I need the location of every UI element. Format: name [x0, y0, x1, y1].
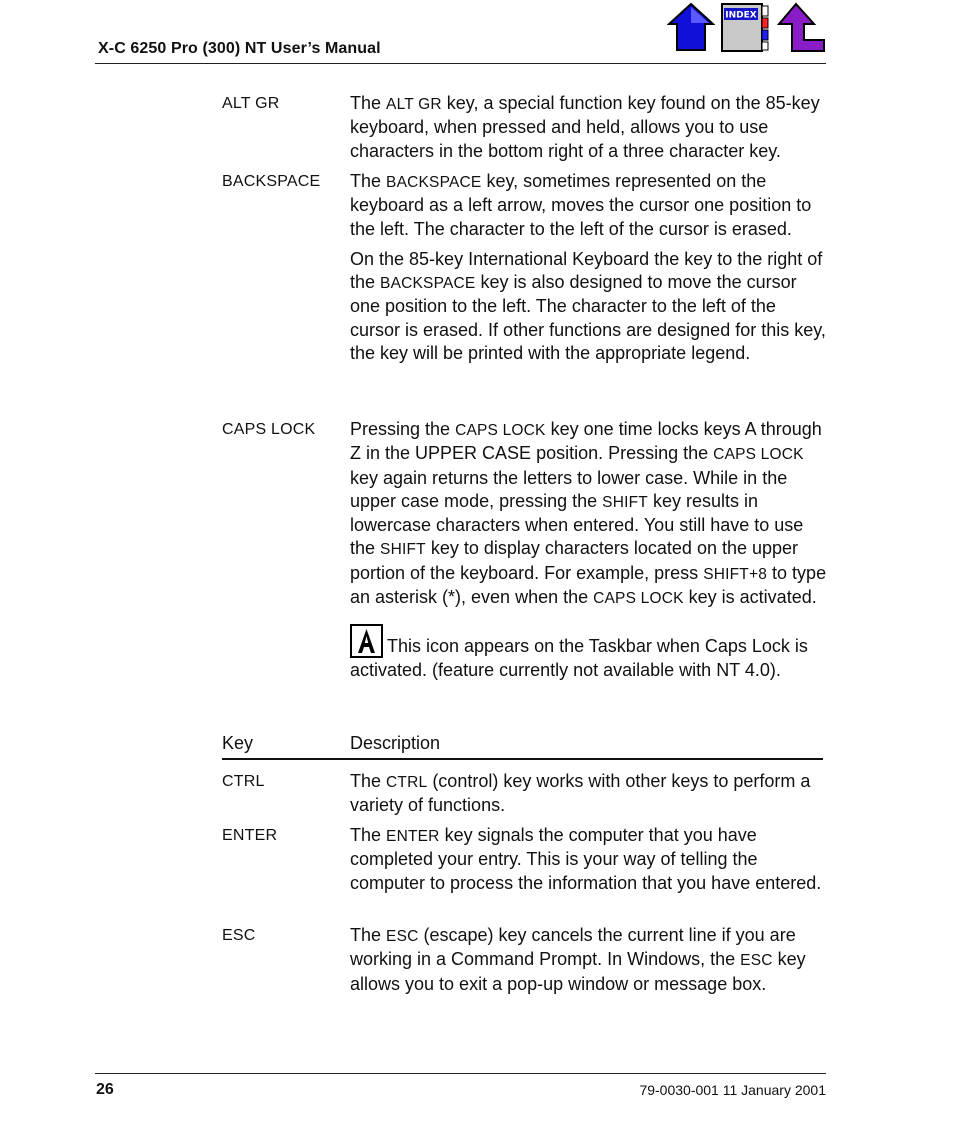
- footer-divider: [95, 1073, 826, 1074]
- caps-lock-note: [350, 624, 828, 682]
- header-divider: [95, 63, 826, 64]
- table-divider: [222, 758, 823, 760]
- description-paragraph: The BACKSPACE key, sometimes represented on the keyboard as a left arrow, moves the cursor one position to the left. The character to the left of the cursor is erased.: [350, 171, 812, 239]
- column-header-key: Key: [222, 733, 254, 753]
- back-arrow-icon[interactable]: [776, 2, 826, 53]
- index-label: INDEX: [725, 10, 757, 21]
- term-label: BACKSPACE: [222, 173, 321, 190]
- description-paragraph: On the 85-key International Keyboard the key to the right of the BACKSPACE key is also designed to move the cursor one position to the left. The character to the left of the cursor is erased. If other functions are designed for this key, the key will be printed with the appropriate legend.: [350, 248, 826, 364]
- key-name: CTRL: [386, 774, 428, 791]
- term-label: ALT GR: [222, 95, 280, 112]
- document-reference: 79-0030-001 11 January 2001: [639, 1082, 826, 1098]
- term-label: CAPS LOCK: [222, 421, 316, 438]
- key-name: SHIFT: [602, 493, 648, 511]
- description-paragraph: Pressing the CAPS LOCK key one time locks keys A through Z in the UPPER CASE position. Pressing the CAPS LOCK key again returns the letters to lower case. While in the upper case mode, pressing the SHIFT key results in lowercase characters when entered. You still have to use the SHIFT key to display characters located on the upper portion of the keyboard. For example, press SHIFT+8 to type an asterisk (*), even when the CAPS LOCK key is activated.: [350, 419, 827, 608]
- key-cell: ESC: [222, 927, 256, 944]
- key-name: ESC: [386, 928, 419, 945]
- note-text: This icon appears on the Taskbar when Caps Lock is activated. (feature currently not available with NT 4.0).: [350, 636, 808, 680]
- description-cell: The CTRL (control) key works with other keys to perform a variety of functions.: [350, 771, 811, 816]
- key-name: BACKSPACE: [386, 174, 482, 191]
- index-icon[interactable]: [720, 2, 770, 54]
- key-name: BACKSPACE: [380, 275, 476, 293]
- key-cell: CTRL: [222, 773, 265, 790]
- key-name: ALT GR: [386, 96, 442, 113]
- entry-description: [350, 92, 828, 163]
- key-name: SHIFT: [380, 541, 426, 559]
- description-paragraph: The ALT GR key, a special function key found on the 85-key keyboard, when pressed and held, allows you to use characters in the bottom right of a three character key.: [350, 93, 820, 161]
- key-name: ENTER: [386, 828, 440, 845]
- description-cell: The ESC (escape) key cancels the current line if you are working in a Command Prompt. In Windows, the ESC key allows you to exit a pop-up window or message box.: [350, 925, 806, 994]
- key-name: CAPS LOCK: [713, 446, 804, 464]
- key-name: SHIFT+8: [703, 565, 768, 583]
- key-name: CAPS LOCK: [455, 422, 546, 439]
- key-cell: ENTER: [222, 827, 278, 844]
- caps-lock-a-icon: [350, 624, 383, 658]
- key-name: CAPS LOCK: [593, 590, 684, 608]
- entry-description: [350, 170, 828, 365]
- home-icon[interactable]: [667, 2, 715, 52]
- column-header-description: Description: [350, 733, 441, 753]
- manual-title: X-C 6250 Pro (300) NT User’s Manual: [98, 40, 381, 57]
- key-name: ESC: [740, 952, 773, 970]
- description-cell: The ENTER key signals the computer that you have completed your entry. This is your way of telling the computer to process the information that you have entered.: [350, 825, 822, 893]
- entry-description: [350, 418, 828, 682]
- page-number: 26: [96, 1081, 114, 1098]
